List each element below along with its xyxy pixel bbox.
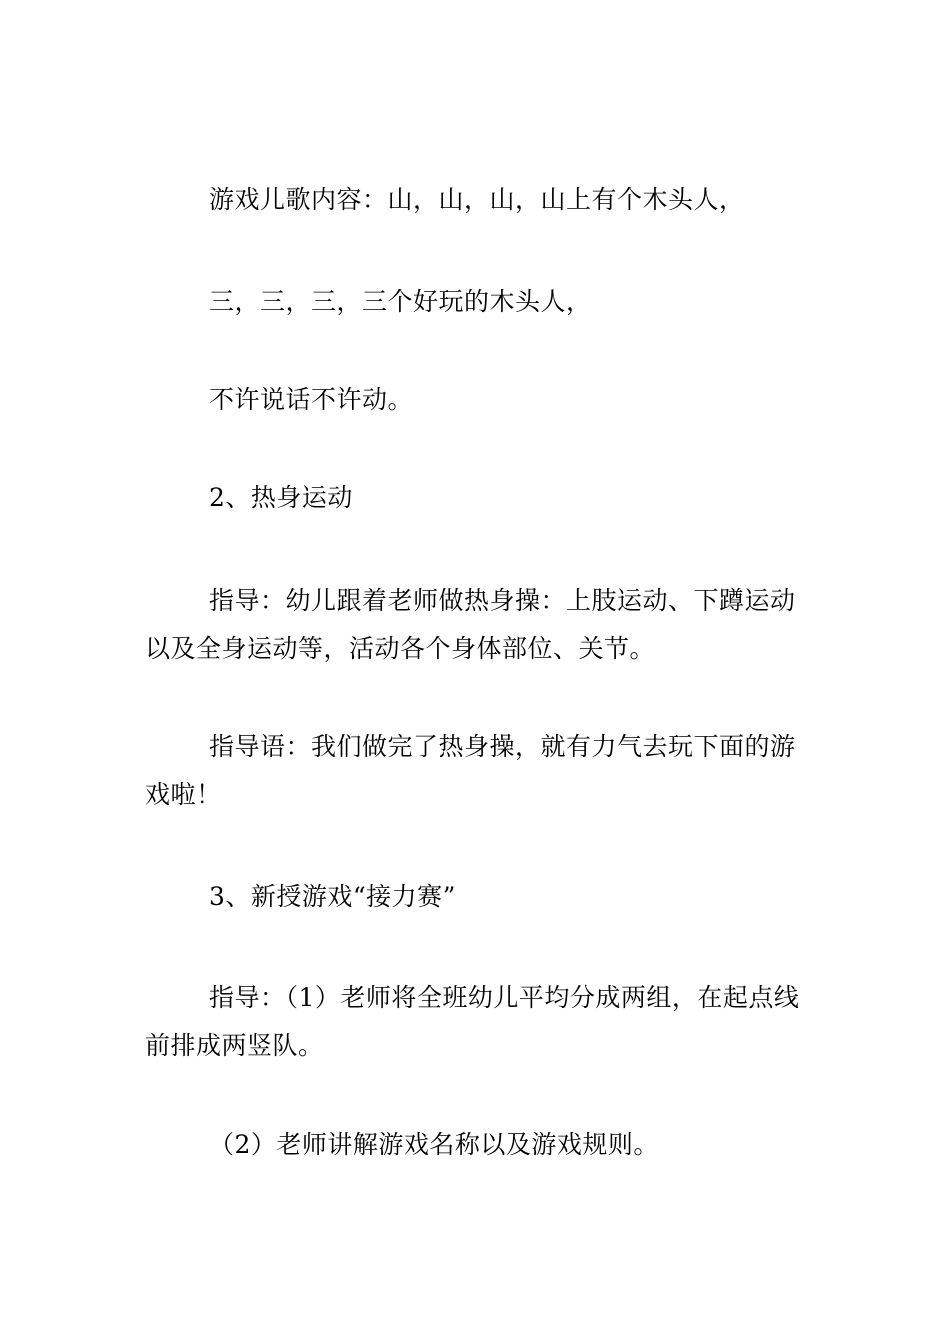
relay-guidance-step-1: 指导：（1）老师将全班幼儿平均分成两组，在起点线前排成两竖队。 [145, 983, 800, 1060]
warmup-guidance-speech: 指导语：我们做完了热身操，就有力气去玩下面的游戏啦！ [145, 732, 796, 809]
section-heading-warmup: 2、热身运动 [209, 483, 353, 512]
song-lyrics-line-3: 不许说话不许动。 [209, 385, 414, 414]
song-lyrics-line-2: 三，三，三，三个好玩的木头人， [209, 287, 592, 316]
relay-guidance-step-2: （2）老师讲解游戏名称以及游戏规则。 [209, 1130, 659, 1159]
section-heading-relay: 3、新授游戏“接力赛” [209, 882, 456, 911]
warmup-guidance: 指导：幼儿跟着老师做热身操：上肢运动、下蹲运动以及全身运动等，活动各个身体部位、关节。 [145, 586, 796, 663]
song-lyrics-line-1: 游戏儿歌内容：山，山，山，山上有个木头人， [209, 185, 745, 214]
